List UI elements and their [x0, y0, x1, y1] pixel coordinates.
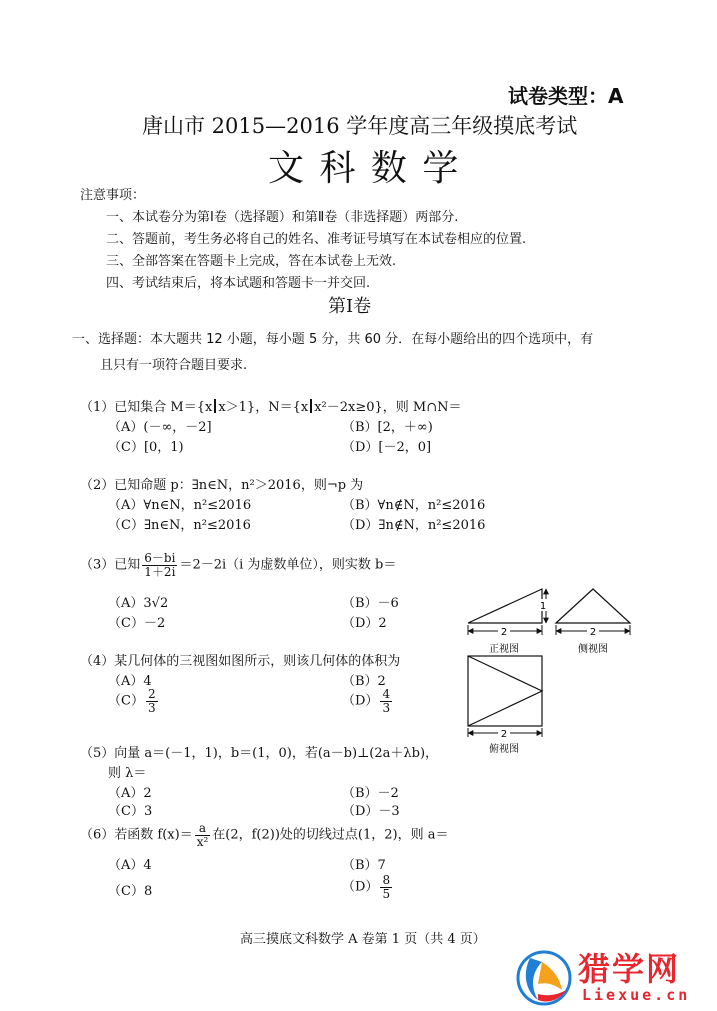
q1-option-b: （B）[2，＋∞) — [342, 420, 433, 435]
q5-stem-cont: 则 λ＝ — [108, 766, 147, 781]
q5-option-a: （A）2 — [108, 786, 152, 801]
q1-stem: （1）已知集合 M＝{x x＞1}，N＝{x x²－2x≥0}，则 M∩N＝ — [80, 400, 462, 415]
q6-option-c: （C）8 — [108, 884, 153, 899]
q3-option-b: （B）－6 — [342, 596, 399, 611]
top-view — [468, 656, 542, 755]
three-view-figure — [460, 580, 660, 760]
paper-type: 试卷类型：A — [508, 84, 624, 108]
q2-option-b: （B）∀n∉N，n²≤2016 — [342, 498, 486, 513]
q3-option-c: （C）－2 — [108, 616, 166, 631]
side-view-label: 侧视图 — [578, 644, 608, 655]
q5-option-c: （C）3 — [108, 804, 153, 819]
notice-item: 一、本试卷分为第Ⅰ卷（选择题）和第Ⅱ卷（非选择题）两部分. — [106, 210, 459, 225]
notice-item: 二、答题前，考生务必将自己的姓名、准考证号填写在本试卷相应的位置. — [106, 232, 527, 247]
notice-item: 三、全部答案在答题卡上完成，答在本试卷上无效. — [106, 254, 397, 269]
q3-stem: （3）已知 $\frac{6-bi}{1+2i}$ ＝2－2i（i 为虚数单位），则实数 b＝ — [80, 551, 397, 579]
top-width-label: 2 — [500, 729, 508, 740]
q2-option-a: （A）∀n∈N，n²≤2016 — [108, 498, 252, 513]
q6-option-d: （D） $\frac{8}{5}$ — [342, 873, 391, 901]
q4-option-a: （A）4 — [108, 674, 152, 689]
top-view-label: 俯视图 — [489, 744, 519, 755]
side-view — [556, 589, 630, 655]
q1-option-a: （A）(－∞，－2] — [108, 420, 212, 435]
subject-title: 文 科 数 学 — [268, 148, 461, 189]
q4-option-b: （B）2 — [342, 674, 386, 689]
q3-fraction: $\frac{6-bi}{1+2i}$ — [144, 551, 176, 579]
q1-option-c: （C）[0，1) — [108, 440, 184, 455]
front-view — [468, 589, 549, 655]
watermark-logo — [512, 944, 712, 1008]
notice-item: 四、考试结束后，将本试题和答题卡一并交回. — [106, 276, 371, 291]
q4-option-d: （D） $\frac{4}{3}$ — [342, 687, 391, 715]
q4-stem: （4）某几何体的三视图如图所示，则该几何体的体积为 — [80, 654, 401, 669]
front-height-label: 1 — [539, 601, 547, 612]
front-view-label: 正视图 — [489, 644, 519, 655]
front-width-label: 2 — [500, 627, 508, 638]
q2-option-d: （D）∃n∉N，n²≤2016 — [342, 518, 486, 533]
exam-title: 唐山市 2015—2016 学年度高三年级摸底考试 — [142, 114, 578, 138]
q6-stem: （6）若函数 f(x)＝ $\frac{a}{\text{x²}}$ 在(2，f(2))处的切线过点(1，2)，则 a＝ — [80, 821, 449, 849]
liexue-logo-icon — [512, 944, 578, 1008]
watermark-domain: Liexue.cn — [582, 986, 691, 1004]
q2-stem: （2）已知命题 p：∃n∈N，n²＞2016，则¬p 为 — [80, 478, 364, 493]
page-footer: 高三摸底文科数学 A 卷第 1 页（共 4 页） — [240, 932, 486, 947]
section-intro: 一、选择题：本大题共 12 小题，每小题 5 分，共 60 分．在每小题给出的四个选项中，有 — [72, 332, 594, 347]
side-width-label: 2 — [589, 627, 597, 638]
q6-option-a: （A）4 — [108, 858, 152, 873]
q1-option-d: （D）[－2，0] — [342, 440, 432, 455]
q5-option-b: （B）－2 — [342, 786, 399, 801]
q2-option-c: （C）∃n∈N，n²≤2016 — [108, 518, 251, 533]
notice-title: 注意事项： — [80, 188, 146, 203]
q4-option-c: （C） $\frac{2}{3}$ — [108, 687, 156, 715]
watermark-brand: 猎学网 — [578, 950, 681, 988]
section-intro-cont: 且只有一项符合题目要求. — [100, 358, 248, 373]
q6-option-b: （B）7 — [342, 858, 386, 873]
q5-stem: （5）向量 a＝(－1，1)，b＝(1，0)，若(a－b)⊥(2a＋λb)， — [80, 746, 439, 761]
q3-option-d: （D）2 — [342, 616, 387, 631]
q3-option-a: （A）3√2 — [108, 596, 169, 611]
section-title: 第Ⅰ卷 — [328, 296, 372, 317]
q5-option-d: （D）－3 — [342, 804, 400, 819]
